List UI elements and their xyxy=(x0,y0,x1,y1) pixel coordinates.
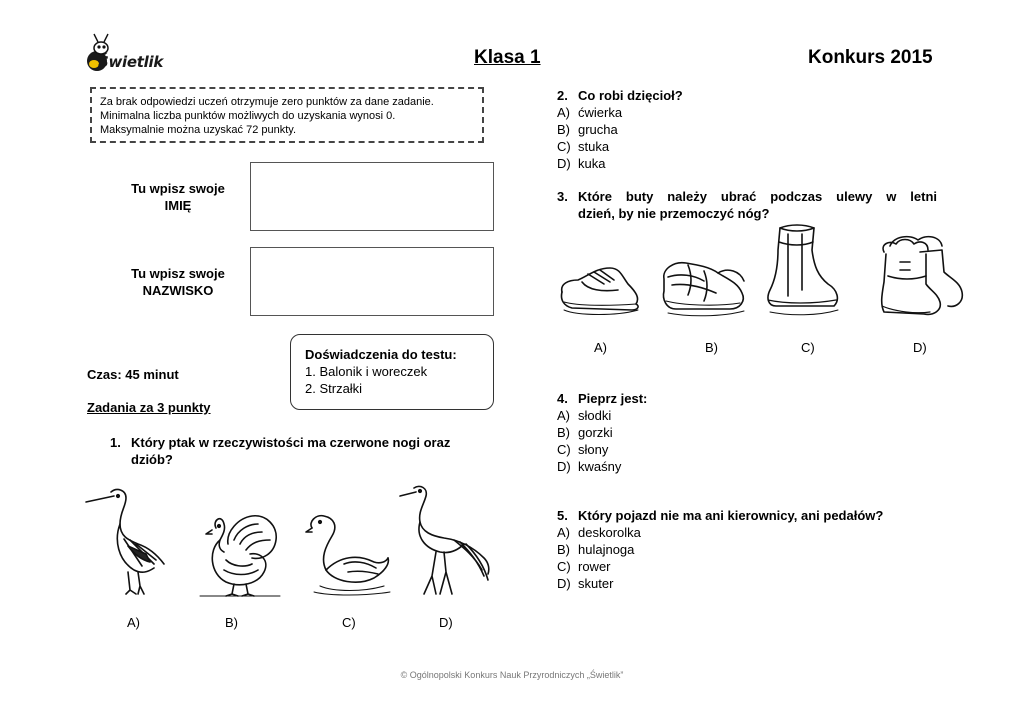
rule-line: Za brak odpowiedzi uczeń otrzymuje zero punktów za dane zadanie. xyxy=(100,96,434,108)
answer-option: B) gorzki xyxy=(557,425,613,440)
question-4: 4. Pieprz jest: A) słodki B) gorzki C) słony D) kwaśny xyxy=(557,391,648,474)
option-label-b: B) xyxy=(225,615,238,630)
answer-option: C) rower xyxy=(557,559,611,574)
crane-icon xyxy=(398,482,494,598)
answer-option: D) skuter xyxy=(557,576,614,591)
logo-text: Świetlik xyxy=(98,53,164,71)
option-label-c: C) xyxy=(801,340,815,355)
experiments-box xyxy=(290,334,494,410)
turkey-icon xyxy=(200,510,280,598)
time-limit: Czas: 45 minut xyxy=(87,367,179,382)
experiment-item: 2. Strzałki xyxy=(305,381,363,396)
name-label: Tu wpisz swoje IMIĘ xyxy=(131,181,225,213)
class-title: Klasa 1 xyxy=(474,47,541,68)
rules-box xyxy=(90,87,484,143)
answer-option: D) kwaśny xyxy=(557,459,622,474)
answer-option: A) ćwierka xyxy=(557,105,623,120)
experiment-item: 1. Balonik i woreczek xyxy=(305,364,428,379)
experiments-title: Doświadczenia do testu: xyxy=(305,347,457,362)
name-input-box[interactable] xyxy=(250,162,494,231)
sneaker-icon xyxy=(558,262,642,318)
rubber-boot-icon xyxy=(762,220,842,320)
surname-label: Tu wpisz swoje NAZWISKO xyxy=(131,266,225,298)
rule-line: Minimalna liczba punktów możliwych do uzyskania wynosi 0. xyxy=(100,110,396,122)
option-label-d: D) xyxy=(439,615,453,630)
answer-option: A) deskorolka xyxy=(557,525,641,540)
option-label-a: A) xyxy=(594,340,607,355)
answer-option: C) słony xyxy=(557,442,609,457)
answer-option: C) stuka xyxy=(557,139,610,154)
sandal-icon xyxy=(658,255,748,321)
footer-copyright: © Ogólnopolski Konkurs Nauk Przyrodniczych „Świetlik” xyxy=(400,670,624,680)
option-label-a: A) xyxy=(127,615,140,630)
option-label-d: D) xyxy=(913,340,927,355)
section-title: Zadania za 3 punkty xyxy=(87,400,211,415)
swan-icon xyxy=(304,512,392,598)
rule-line: Maksymalnie można uzyskać 72 punkty. xyxy=(100,124,297,136)
option-label-c: C) xyxy=(342,615,356,630)
answer-option: B) grucha xyxy=(557,122,618,137)
answer-option: B) hulajnoga xyxy=(557,542,635,557)
answer-option: A) słodki xyxy=(557,408,612,423)
stork-icon xyxy=(84,484,164,596)
question-5: 5. Który pojazd nie ma ani kierownicy, ani pedałów? A) deskorolka B) hulajnoga C) rower D) skuter xyxy=(557,508,884,591)
surname-input-box[interactable] xyxy=(250,247,494,316)
winter-boot-icon xyxy=(870,232,966,324)
question-3: 3. Które buty należy ubrać podczas ulewy w letni dzień, by nie przemoczyć nóg? xyxy=(557,189,937,221)
question-2: 2. Co robi dzięcioł? A) ćwierka B) grucha C) stuka D) kuka xyxy=(557,88,683,171)
option-label-b: B) xyxy=(705,340,718,355)
question-1: 1. Który ptak w rzeczywistości ma czerwone nogi oraz dziób? xyxy=(110,435,451,467)
answer-option: D) kuka xyxy=(557,156,606,171)
contest-title: Konkurs 2015 xyxy=(808,47,933,68)
